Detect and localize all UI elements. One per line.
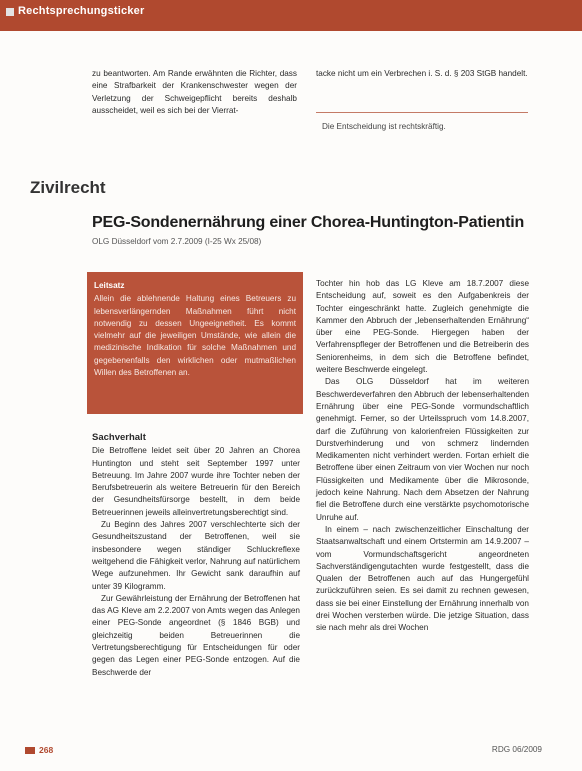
journal-issue: RDG 06/2009 <box>491 745 542 754</box>
divider <box>316 112 528 113</box>
verdict-note: Die Entscheidung ist rechtskräftig. <box>322 122 446 131</box>
page-number-text: 268 <box>39 745 54 755</box>
sachverhalt-heading: Sachverhalt <box>92 432 146 443</box>
right-column <box>316 278 529 635</box>
section-title: Zivilrecht <box>30 178 106 197</box>
paragraph: tacke nicht um ein Verbrechen i. S. d. § 203 StGB handelt. <box>316 69 528 78</box>
paragraph: zu beantworten. Am Rande erwähnten die Richter, dass eine Strafbarkeit der Krankenschwester wegen der Verletzung der Schweigepflicht bereits deshalb ausscheidet, weil es sich bei der Vierrat- <box>92 69 297 115</box>
paragraph: Zu Beginn des Jahres 2007 verschlechterte sich der Gesundheitszustand der Betroffenen, weil sie insbesondere wegen ständiger Schluckreflexe weitgehend die Fähigkeit verlor, Nahrung auf natürlichem Wege aufzunehmen. Ihr Gewicht sank daraufhin auf unter 39 Kilogramm. <box>92 520 300 591</box>
header-bar <box>0 0 582 31</box>
court-citation: OLG Düsseldorf vom 2.7.2009 (I-25 Wx 25/08) <box>92 237 262 246</box>
paragraph: Die Betroffene leidet seit über 20 Jahren an Chorea Huntington und steht seit September 1997 unter Betreuung. Im Jahre 2007 wurde ihre Tochter neben der Berufsbetreuerin als weitere Betreuerin für den Bereich der Gesundheitsfürsorge bestellt, in dem beide Betreuerinnen jeweils alleinvertretungsberechtigt sind. <box>92 446 300 517</box>
paragraph: Zur Gewährleistung der Ernährung der Betroffenen hat das AG Kleve am 2.2.2007 von Amts wegen das Anlegen einer PEG-Sonde angeordnet (§ 1846 BGB) und gleichzeitig beiden Betreuerinnen die Vertretungsberechtigung für Entscheidungen für oder gegen das Legen einer PEG-Sonde entzogen. Auf die Beschwerde der <box>92 593 300 677</box>
paragraph: Das OLG Düsseldorf hat im weiteren Beschwerdeverfahren den Abbruch der lebenserhaltenden Ernährung über eine PEG-Sonde vormundschaftlich genehmigt. Ferner, so der Urteilsspruch vom 14.8.2007, darf die Zuführung von kalorienfreien Flüssigkeiten zur Durstverhinderung und von schmerz lindernden Medikamenten nicht verhindert werden. Fortan erhielt die Betroffene über einen Zeitraum von vier Wochen nur noch Flüssigkeiten und Medikamente über die Mikrosonde, jedoch keine Nahrung. Nach dem Absetzen der Nahrung fiel die Betroffene durch eine verstärkte psychomotorische Unruhe auf. <box>316 377 529 522</box>
leitsatz-body: Allein die ablehnende Haltung eines Betreuers zu lebensverlängernden Maßnahmen führt nicht notwendig zu dessen Ungeeignetheit. Es kommt vielmehr auf die jeweiligen Umstände, wie allein die medizinische Indikation für solche Maßnahmen und gegebenenfalls den wirklichen oder mutmaßlichen Willen des Betroffenen an. <box>94 294 296 378</box>
header-square-icon <box>6 8 14 16</box>
section-label: Rechtsprechungsticker <box>18 5 145 17</box>
leitsatz-box <box>87 272 303 414</box>
page-marker-icon <box>25 747 35 754</box>
page-number <box>25 745 53 755</box>
top-left-text <box>92 68 297 117</box>
paragraph: Tochter hin hob das LG Kleve am 18.7.2007 diese Entscheidung auf, soweit es den Aufgabenkreis der Tochter eingeschränkt hatte. Zugleich genehmigte die Kammer den Abbruch der „lebenserhaltenden Ernährung“ über eine PEG-Sonde. Hiergegen haben der Verfahrenspfleger der Betroffenen und die Betreiberin des Seniorenheims, in dem sich die Betroffene befindet, weitere Beschwerde eingelegt. <box>316 279 529 375</box>
article-headline: PEG-Sondenernährung einer Chorea-Huntington-Patientin <box>92 214 525 231</box>
left-column <box>92 432 300 679</box>
top-right-text <box>316 68 531 80</box>
paragraph: In einem – nach zwischenzeitlicher Einschaltung der Staatsanwaltschaft und einem Ortstermin am 14.9.2007 – vom Vormundschaftsgericht angeordneten Sachverständigengutachten wurde festgestellt, dass die Qualen der Betroffenen auch auf das Hungergefühl zurückzuführen seien. Es sei damit zu rechnen gewesen, dass sie bei einer Einstellung der Ernährung innerhalb von drei Wochen versterben würde. Die jetzige Situation, dass sie nach mehr als drei Wochen <box>316 524 529 633</box>
leitsatz-title: Leitsatz <box>94 281 125 290</box>
